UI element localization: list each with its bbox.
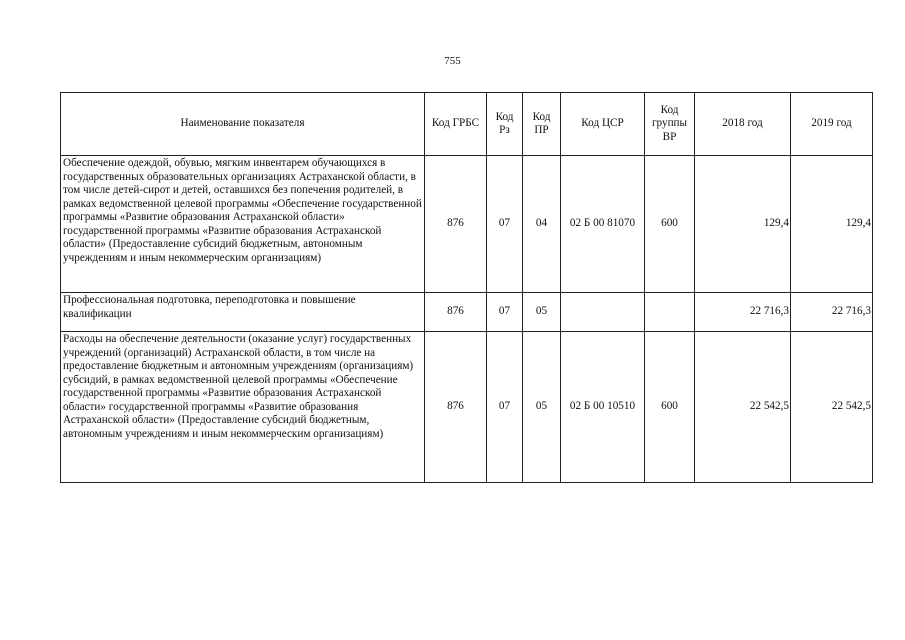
header-grbs: Код ГРБС — [425, 93, 487, 156]
cell-grbs: 876 — [425, 156, 487, 293]
table-row — [61, 293, 873, 332]
header-2019: 2019 год — [791, 93, 873, 156]
header-2018: 2018 год — [695, 93, 791, 156]
header-name: Наименование показателя — [61, 93, 425, 156]
cell-csr: 02 Б 00 81070 — [561, 156, 645, 293]
cell-name: Расходы на обеспечение деятельности (оказание услуг) государственных учреждений (организаций) Астраханской области, в том числе на предоставление бюджетным и автономным учреждениям (организациям) субсидий, в рамках ведомственной целевой программы «Обеспечение государственной программы «Развитие образования Астраханской области» государственной программы «Развитие образования Астраханской области» (Предоставление субсидий бюджетным, автономным учреждениям и иным некоммерческим организациям) — [61, 332, 425, 483]
budget-table — [60, 92, 873, 483]
cell-2019: 129,4 — [791, 156, 873, 293]
page-number: 755 — [444, 55, 461, 67]
header-vr: Код группы ВР — [645, 93, 695, 156]
header-csr: Код ЦСР — [561, 93, 645, 156]
table-row — [61, 156, 873, 293]
cell-csr — [561, 293, 645, 332]
cell-2018: 129,4 — [695, 156, 791, 293]
cell-pr: 05 — [523, 332, 561, 483]
cell-grbs: 876 — [425, 293, 487, 332]
table-header-row — [61, 93, 873, 156]
cell-name: Профессиональная подготовка, переподготовка и повышение квалификации — [61, 293, 425, 332]
cell-pr: 04 — [523, 156, 561, 293]
cell-vr — [645, 293, 695, 332]
cell-2018: 22 716,3 — [695, 293, 791, 332]
cell-vr: 600 — [645, 156, 695, 293]
cell-2019: 22 716,3 — [791, 293, 873, 332]
header-rz: Код Рз — [487, 93, 523, 156]
cell-rz: 07 — [487, 293, 523, 332]
table-row — [61, 332, 873, 483]
header-pr: Код ПР — [523, 93, 561, 156]
cell-vr: 600 — [645, 332, 695, 483]
cell-pr: 05 — [523, 293, 561, 332]
cell-rz: 07 — [487, 156, 523, 293]
cell-grbs: 876 — [425, 332, 487, 483]
cell-2018: 22 542,5 — [695, 332, 791, 483]
cell-name: Обеспечение одеждой, обувью, мягким инвентарем обучающихся в государственных образовательных организациях Астраханской области, в том числе детей-сирот и детей, оставшихся без попечения родителей, в рамках ведомственной целевой программы «Обеспечение государственной программы «Развитие образования Астраханской области» государственной программы «Развитие образования Астраханской области» (Предоставление субсидий бюджетным, автономным учреждениям и иным некоммерческим организациям) — [61, 156, 425, 293]
cell-rz: 07 — [487, 332, 523, 483]
cell-2019: 22 542,5 — [791, 332, 873, 483]
cell-csr: 02 Б 00 10510 — [561, 332, 645, 483]
